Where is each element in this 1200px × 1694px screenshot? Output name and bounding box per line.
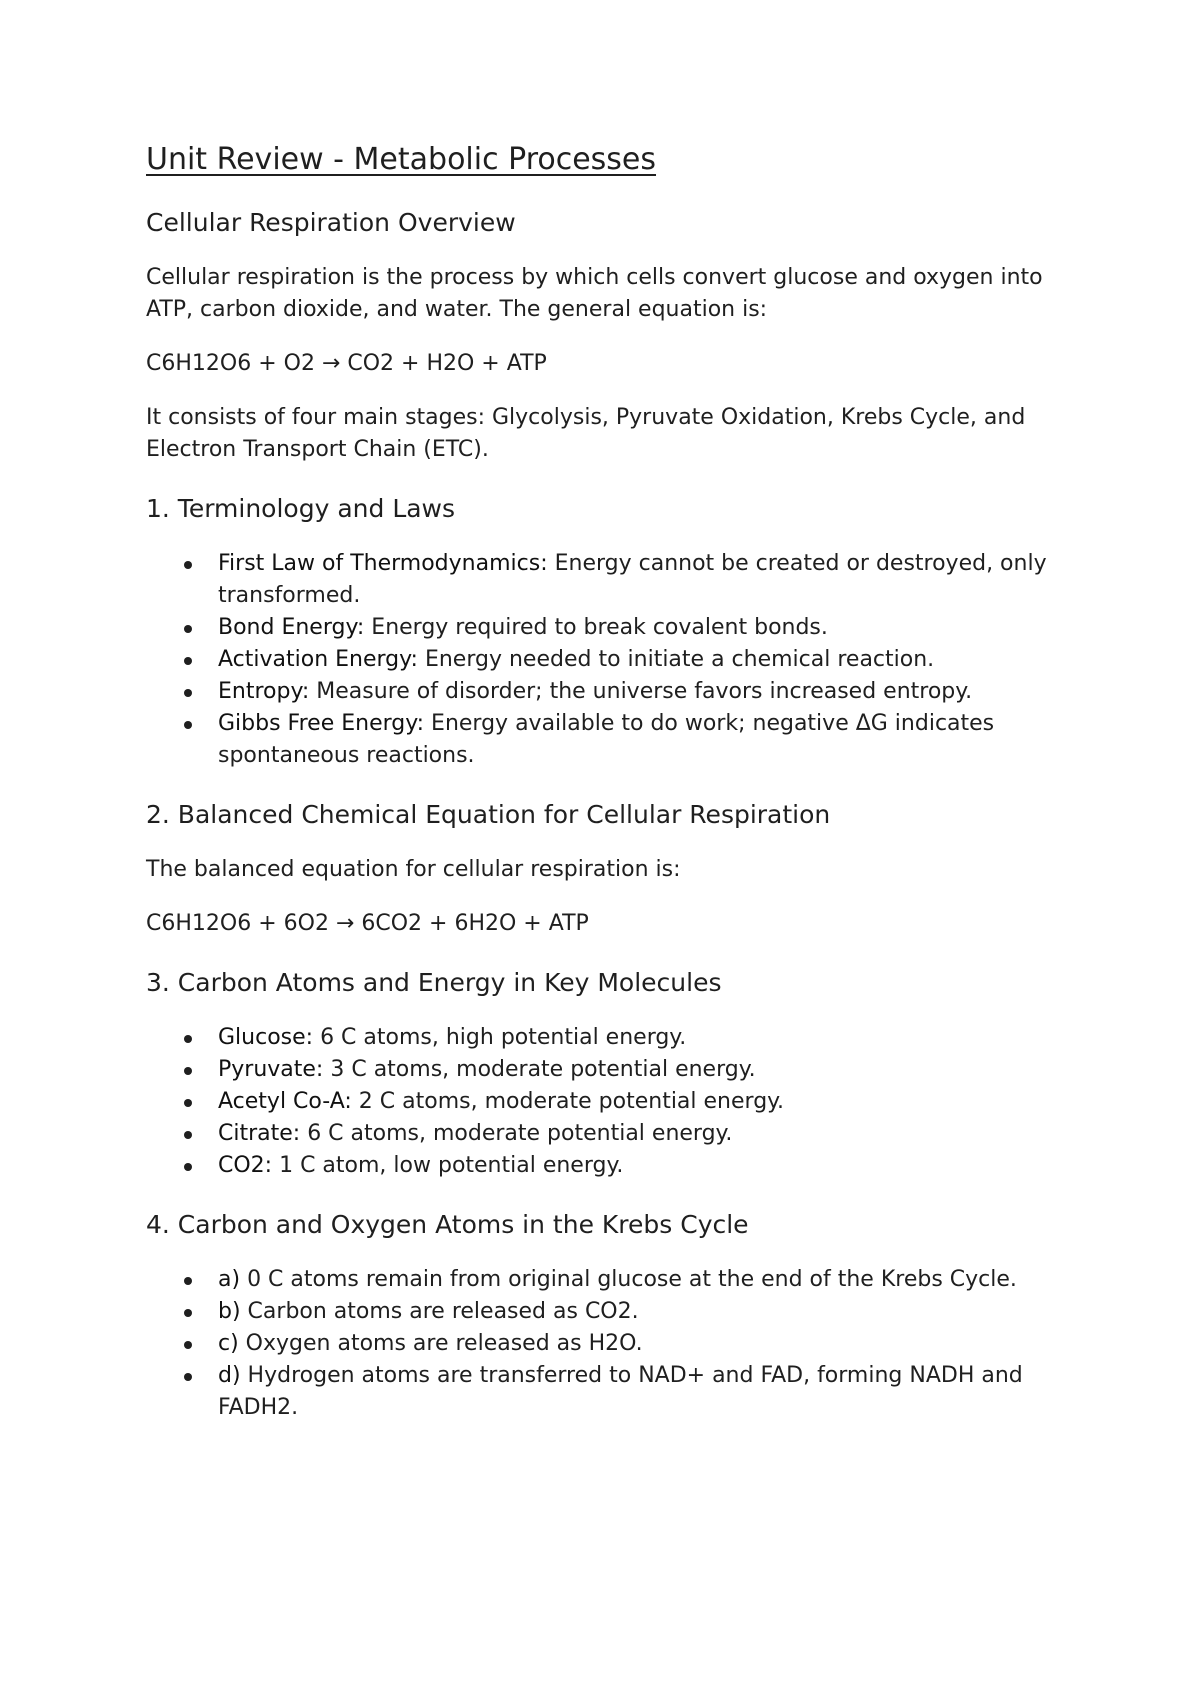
bullet-icon [184, 1131, 192, 1139]
list-item [218, 644, 1076, 676]
overview-paragraph-2: It consists of four main stages: Glycolysis, Pyruvate Oxidation, Krebs Cycle, and Electron Transport Chain (ETC). [146, 405, 1026, 462]
section-4-heading: 4. Carbon and Oxygen Atoms in the Krebs Cycle [146, 1210, 749, 1239]
section-2-paragraph: The balanced equation for cellular respiration is: [146, 857, 681, 882]
bullet-icon [184, 1309, 192, 1317]
molecule-label: Glucose: [218, 1025, 314, 1050]
term-label: Activation Energy: [218, 647, 418, 672]
list-item [218, 548, 1076, 612]
molecule-description: 6 C atoms, high potential energy. [313, 1025, 687, 1050]
section-1-heading: 1. Terminology and Laws [146, 494, 456, 523]
bullet-icon [184, 1277, 192, 1285]
document-title: Unit Review - Metabolic Processes [146, 142, 657, 177]
overview-heading: Cellular Respiration Overview [146, 208, 516, 237]
term-definition: Energy required to break covalent bonds. [364, 615, 828, 640]
bullet-icon [184, 1035, 192, 1043]
term-definition: Energy cannot be created or destroyed, only transformed. [218, 551, 1047, 608]
molecules-list [146, 1022, 1076, 1182]
overview-paragraph-1: Cellular respiration is the process by which cells convert glucose and oxygen into ATP, carbon dioxide, and water. The general equation is: [146, 265, 1043, 322]
molecule-label: Acetyl Co-A: [218, 1089, 352, 1114]
bullet-icon [184, 1099, 192, 1107]
item-text: Oxygen atoms are released as H2O. [238, 1331, 643, 1356]
term-label: First Law of Thermodynamics: [218, 551, 548, 576]
molecule-description: 6 C atoms, moderate potential energy. [300, 1121, 733, 1146]
term-label: Gibbs Free Energy: [218, 711, 425, 736]
section-2-heading: 2. Balanced Chemical Equation for Cellular Respiration [146, 800, 831, 829]
bullet-icon [184, 1373, 192, 1381]
list-item [218, 676, 1076, 708]
term-definition: Measure of disorder; the universe favors increased entropy. [309, 679, 973, 704]
general-equation: C6H12O6 + O2 → CO2 + H2O + ATP [146, 351, 547, 376]
bullet-icon [184, 561, 192, 569]
list-item [218, 1022, 1076, 1054]
list-item [218, 612, 1076, 644]
list-item [218, 1086, 1076, 1118]
bullet-icon [184, 1067, 192, 1075]
molecule-label: CO2: [218, 1153, 273, 1178]
list-item [218, 1118, 1076, 1150]
list-item [218, 1328, 1076, 1360]
list-item [218, 1264, 1076, 1296]
bullet-icon [184, 625, 192, 633]
bullet-icon [184, 657, 192, 665]
bullet-icon [184, 1163, 192, 1171]
molecule-description: 3 C atoms, moderate potential energy. [323, 1057, 756, 1082]
molecule-label: Citrate: [218, 1121, 301, 1146]
term-label: Bond Energy: [218, 615, 365, 640]
list-item [218, 1296, 1076, 1328]
item-text: Carbon atoms are released as CO2. [240, 1299, 639, 1324]
list-item [218, 1150, 1076, 1182]
list-item [218, 708, 1076, 772]
term-definition: Energy needed to initiate a chemical reaction. [417, 647, 935, 672]
bullet-icon [184, 689, 192, 697]
bullet-icon [184, 1341, 192, 1349]
molecule-description: 2 C atoms, moderate potential energy. [351, 1089, 785, 1114]
item-text: Hydrogen atoms are transferred to NAD+ and FAD, forming NADH and FADH2. [218, 1363, 1023, 1420]
molecule-description: 1 C atom, low potential energy. [272, 1153, 624, 1178]
krebs-list [146, 1264, 1076, 1424]
item-text: 0 C atoms remain from original glucose at the end of the Krebs Cycle. [240, 1267, 1017, 1292]
item-letter: b) [218, 1299, 241, 1324]
section-3-heading: 3. Carbon Atoms and Energy in Key Molecules [146, 968, 722, 997]
terminology-list [146, 548, 1076, 772]
item-letter: a) [218, 1267, 241, 1292]
term-label: Entropy: [218, 679, 310, 704]
item-letter: c) [218, 1331, 239, 1356]
balanced-equation: C6H12O6 + 6O2 → 6CO2 + 6H2O + ATP [146, 911, 589, 936]
item-letter: d) [218, 1363, 241, 1388]
term-definition: Energy available to do work; negative ΔG indicates spontaneous reactions. [218, 711, 995, 768]
bullet-icon [184, 721, 192, 729]
list-item [218, 1054, 1076, 1086]
document-page [146, 140, 1076, 1424]
molecule-label: Pyruvate: [218, 1057, 324, 1082]
list-item [218, 1360, 1076, 1424]
